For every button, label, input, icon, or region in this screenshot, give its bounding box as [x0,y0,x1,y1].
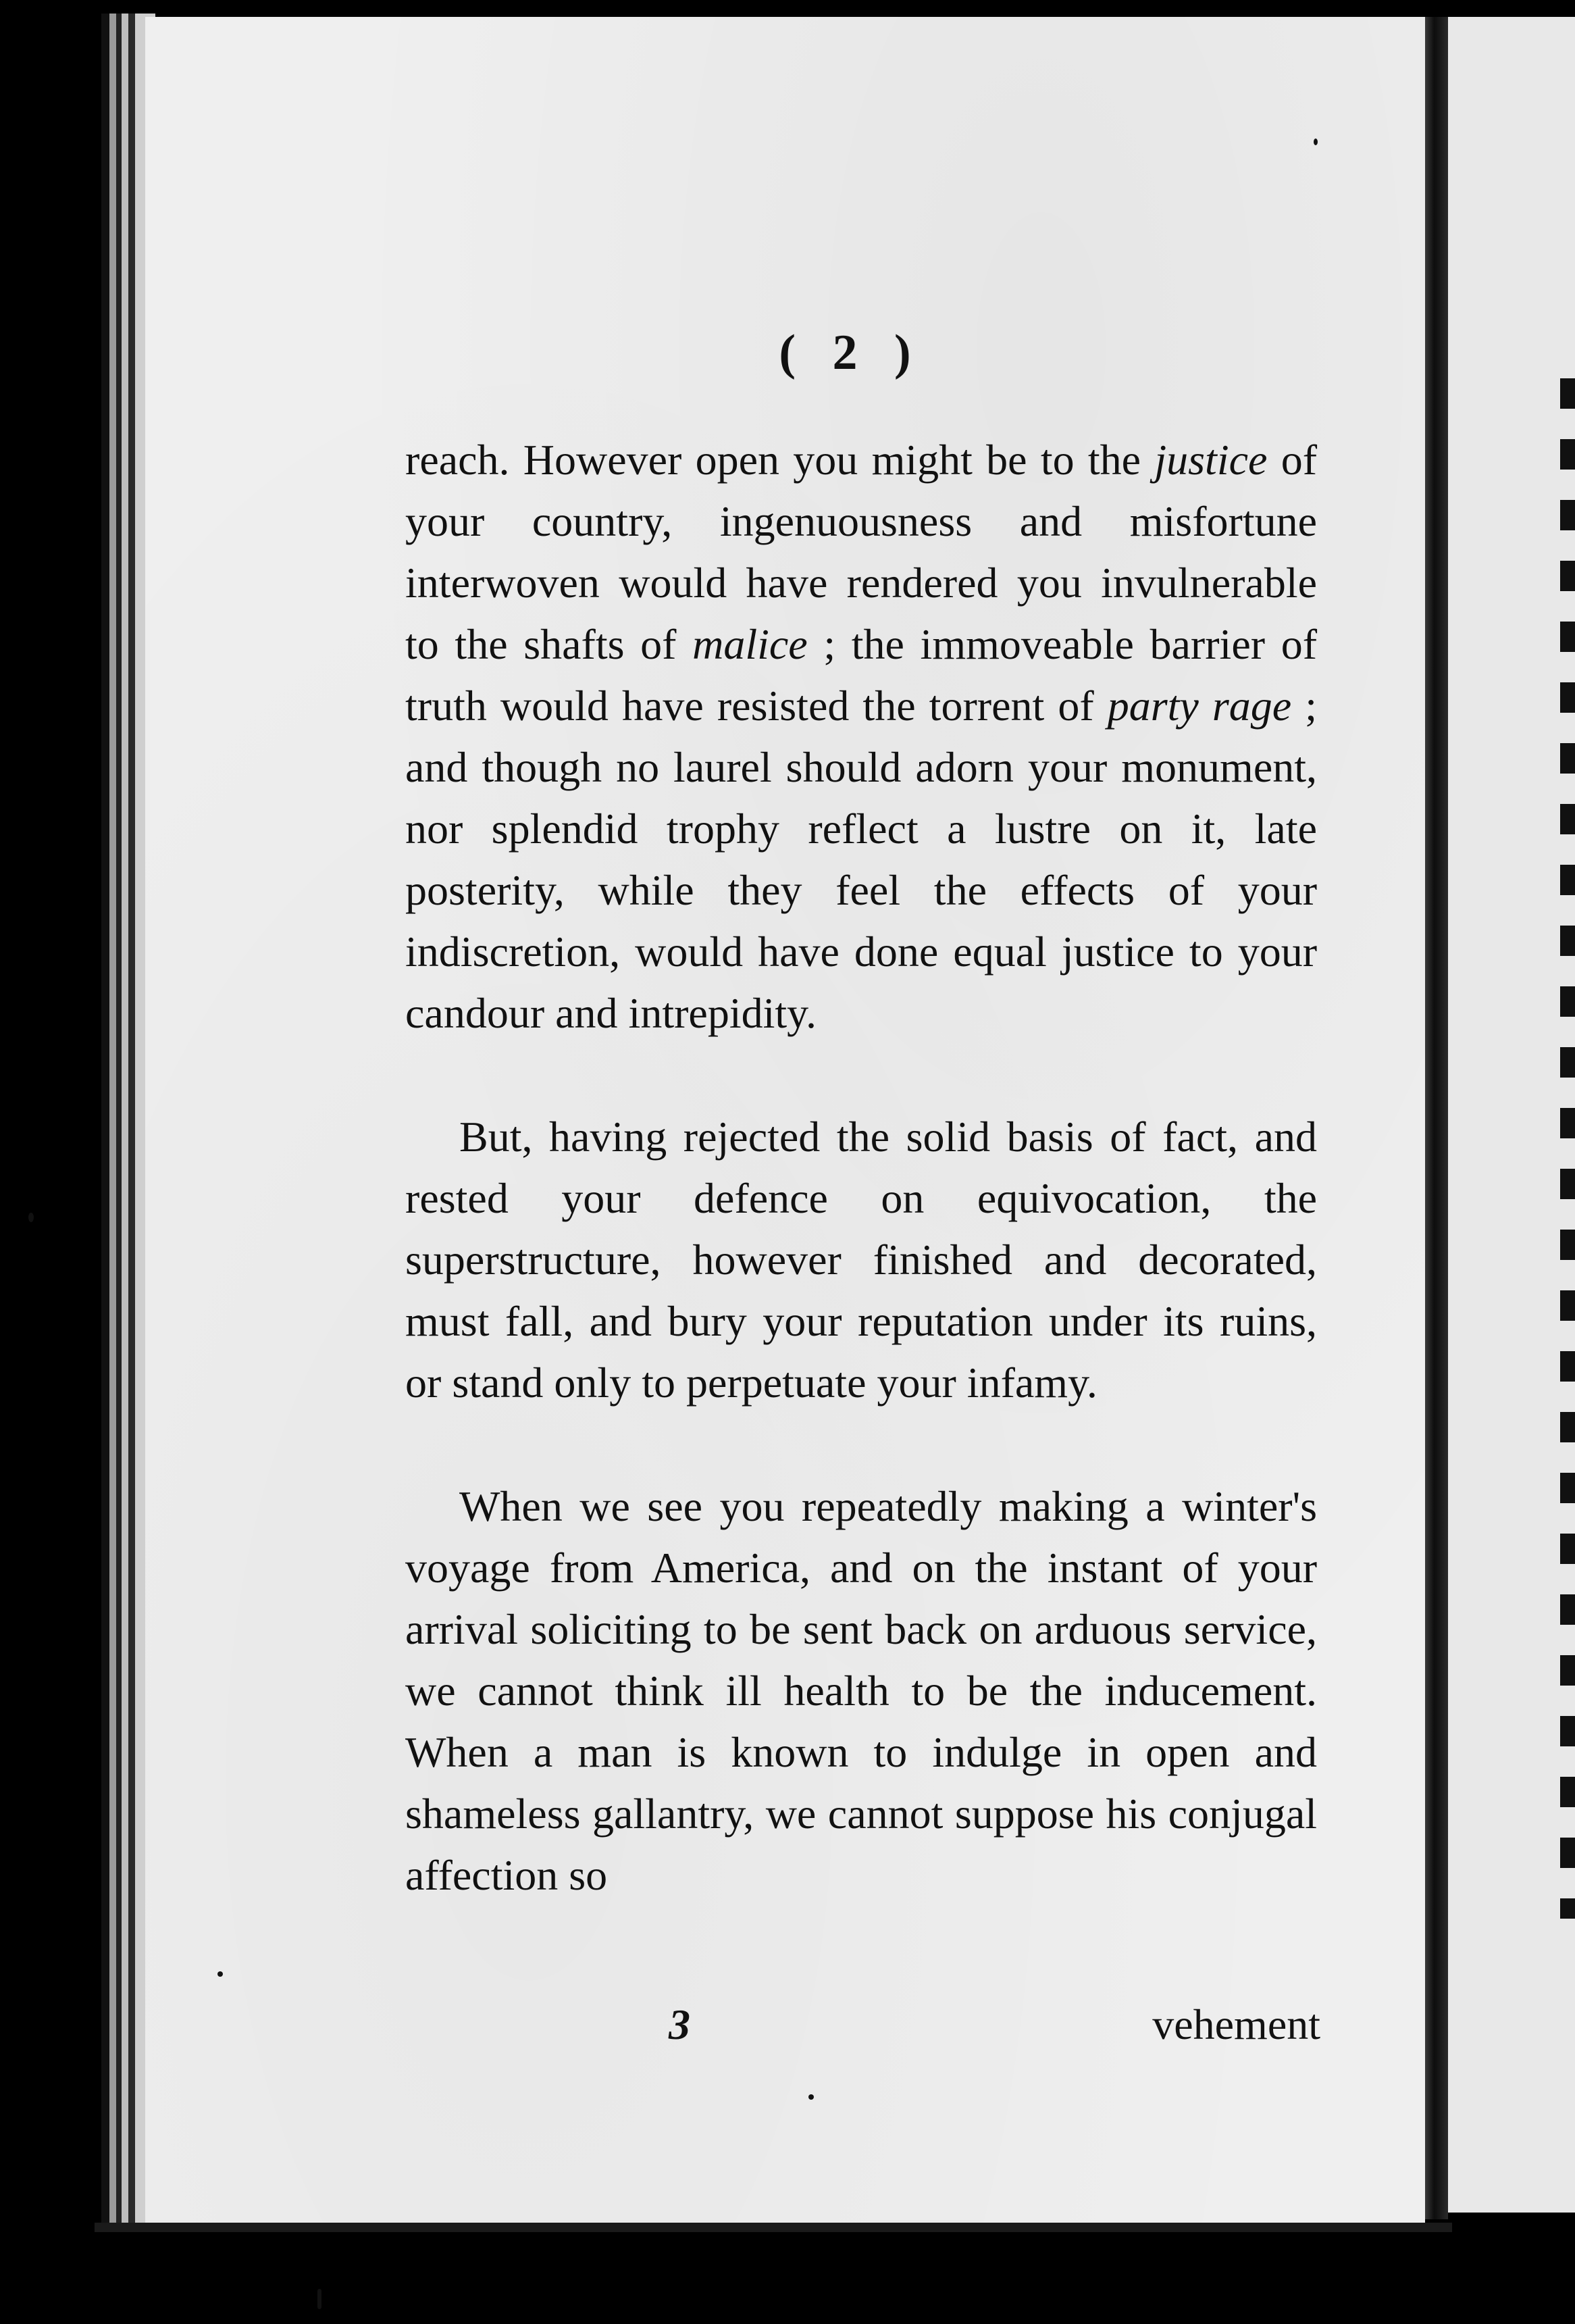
ink-speck [1314,138,1318,145]
facing-page-edge [1448,17,1575,2213]
facing-page-text-fragments [1560,378,1575,1919]
text-run: reach. However open you might be to the [405,436,1155,484]
paragraph-2 [405,1106,1317,1413]
ink-speck [28,1213,34,1222]
page-bottom-edge [95,2223,1452,2232]
ink-speck [317,2289,321,2309]
signature-mark: 3 [669,2000,690,2048]
catchline [669,2000,1320,2054]
catchword: vehement [1152,2000,1320,2048]
page-gutter [1425,17,1448,2219]
body-text [405,429,1317,1968]
italic-run: justice [1154,436,1268,484]
text-run: ; the immoveable barrier of truth would have resisted the torrent of [405,620,1318,730]
paragraph-3 [405,1475,1317,1906]
text-run: ; and though no laurel should adorn your monument, nor splendid trophy reflect a lustre on it, late posterity, while they feel the effects of your indiscretion, would have done equal justice to your candour and intrepidity. [405,682,1318,1037]
text-run: When we see you repeatedly making a winter's voyage from America, and on the instant of your arrival soliciting to be sent back on arduous service, we cannot think ill health to be the inducement. When a man is known to indulge in open and shameless gallantry, we cannot suppose his conjugal affection so [405,1482,1317,1899]
text-run: But, having rejected the solid basis of fact, and rested your defence on equivocation, the superstructure, however finished and decorated, must fall, and bury your reputation under its ruins, or stand only to perpetuate your infamy. [405,1113,1317,1407]
page-number: ( 2 ) [779,325,923,380]
italic-run: malice [692,620,808,668]
italic-run: party rage [1107,682,1292,730]
text-run: of your country, ingenuousness and misfortune interwoven would have rendered you invulnerable to the shafts of [405,436,1318,668]
ink-speck [217,1971,223,1977]
paragraph-1 [405,429,1317,1044]
ink-speck [808,2094,814,2100]
